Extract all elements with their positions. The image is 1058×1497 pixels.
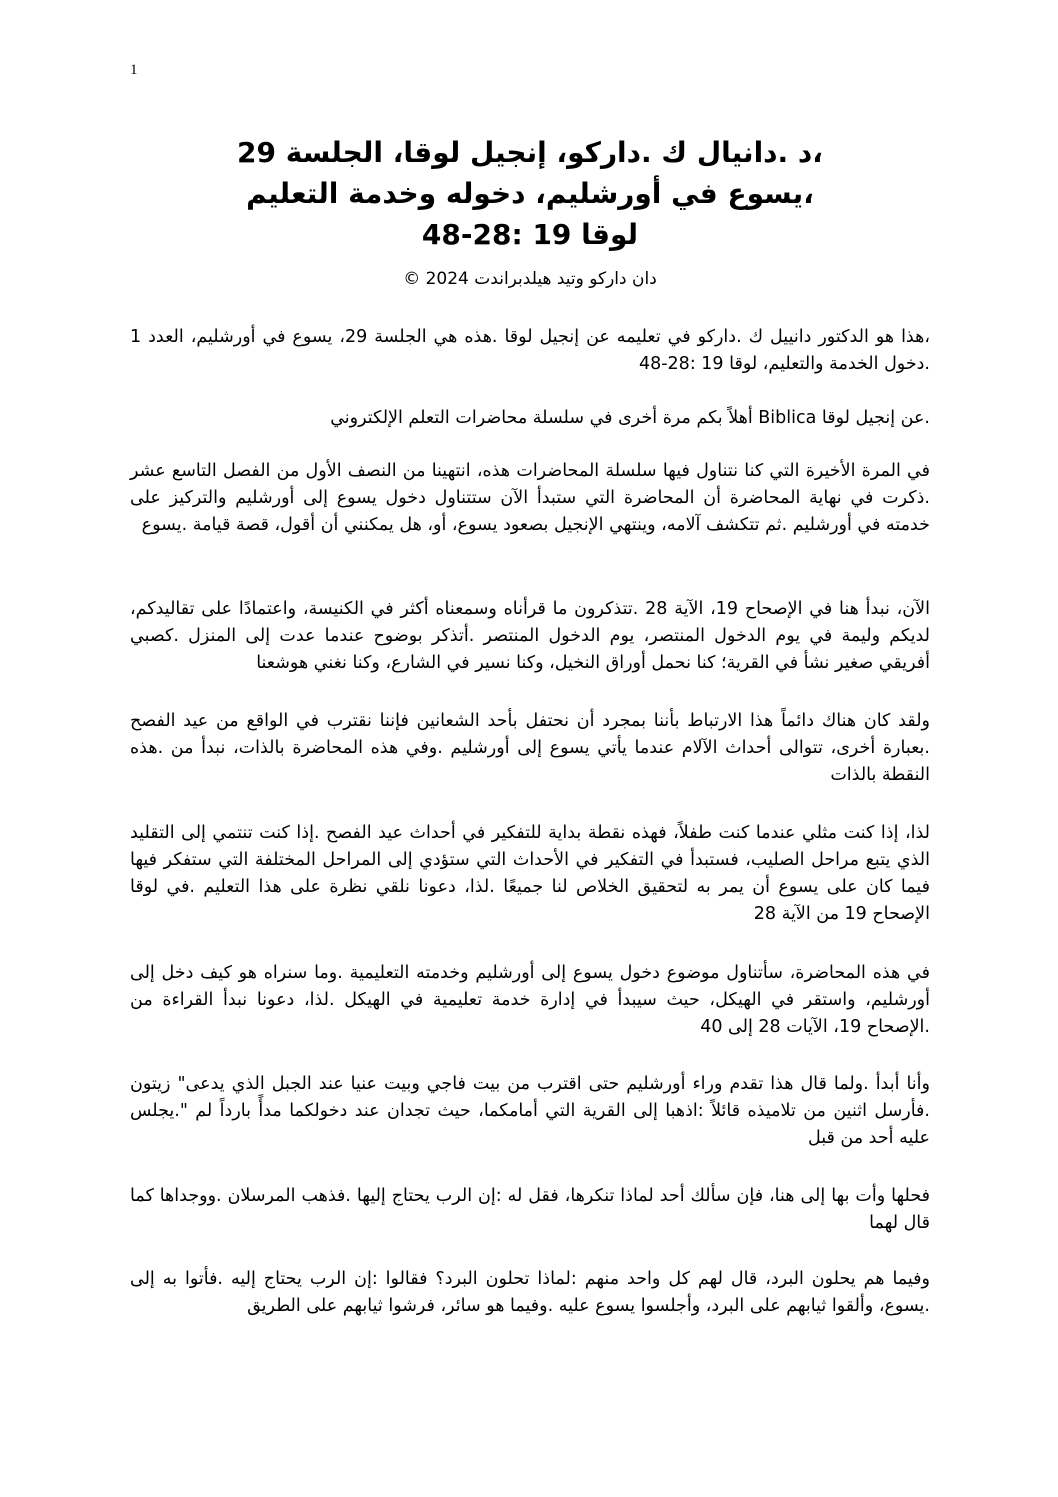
title-line-1: ،د .دانيال ك .داركو، إنجيل لوقا، الجلسة 29	[237, 136, 823, 169]
paragraph-text: ،هذا هو الدكتور دانييل ك .داركو في تعليمه عن إنجيل لوقا .هذه هي الجلسة 29، يسوع في أورشليم، العدد 1 .دخول الخدمة والتعليم، لوقا 19 :28-48	[130, 327, 930, 374]
paragraph-text: في هذه المحاضرة، سأتناول موضوع دخول يسوع إلى أورشليم وخدمته التعليمية .وما سنراه هو كيف دخل إلى أورشليم، واستقر في الهيكل، حيث سيبدأ في إدارة خدمة تعليمية في الهيكل .لذا، دعونا نبدأ القراءة من .الإصحاح 19، الآيات 28 إلى 40	[130, 963, 930, 1037]
paragraph-8	[130, 1071, 930, 1152]
paragraph-text: ولقد كان هناك دائماً هذا الارتباط بأننا بمجرد أن نحتفل بأحد الشعانين فإننا نقترب في الواقع من عيد الفصح .بعبارة أخرى، تتوالى أحداث الآلام عندما يأتي يسوع إلى أورشليم .وفي هذه المحاضرة بالذات، نبدأ من .هذه النقطة بالذات	[130, 711, 930, 785]
paragraph-9	[130, 1183, 930, 1237]
paragraph-10	[130, 1266, 930, 1320]
paragraph-3	[130, 458, 930, 539]
paragraph-4	[130, 596, 930, 677]
paragraph-5	[130, 708, 930, 789]
document-title	[140, 132, 920, 255]
title-line-2: ،يسوع في أورشليم، دخوله وخدمة التعليم	[246, 177, 814, 210]
paragraph-text: .عن إنجيل لوقا Biblica أهلاً بكم مرة أخرى في سلسلة محاضرات التعلم الإلكتروني	[330, 408, 930, 428]
paragraph-text: الآن، نبدأ هنا في الإصحاح 19، الآية 28 .تتذكرون ما قرأناه وسمعناه أكثر في الكنيسة، واعتمادًا على تقاليدكم، لديكم وليمة في يوم الدخول المنتصر، يوم الدخول المنتصر .أتذكر بوضوح عندما عدت إلى المنزل .كصبي أفريقي صغير نشأ في القرية؛ كنا نحمل أوراق النخيل، وكنا نسير في الشارع، وكنا نغني هوشعنا	[130, 599, 931, 673]
paragraph-2	[130, 405, 930, 432]
copyright-line: دان داركو وتيد هيلدبراندت 2024 ©	[403, 269, 657, 289]
paragraph-7	[130, 960, 930, 1041]
paragraph-6	[130, 820, 930, 928]
paragraph-text: فحلها وأت بها إلى هنا، فإن سألك أحد لماذا تنكرها، فقل له :إن الرب يحتاج إليها .فذهب المرسلان .ووجداها كما قال لهما	[130, 1186, 930, 1233]
paragraph-1	[130, 324, 930, 378]
paragraph-text: لذا، إذا كنت مثلي عندما كنت طفلاً، فهذه نقطة بداية للتفكير في أحداث عيد الفصح .إذا كنت تنتمي إلى التقليد الذي يتبع مراحل الصليب، فستبدأ في التفكير في الأحداث التي ستؤدي إلى المراحل المختلفة التي ستفكر فيها فيما كان على يسوع أن يمر به لتحقيق الخلاص لنا جميعًا .لذا، دعونا نلقي نظرة على هذا التعليم .في لوقا الإصحاح 19 من الآية 28	[130, 823, 930, 924]
title-line-3: لوقا 19 :28-48	[421, 218, 639, 251]
paragraph-text: وفيما هم يحلون البرد، قال لهم كل واحد منهم :لماذا تحلون البرد؟ فقالوا :إن الرب يحتاج إليه .فأتوا به إلى .يسوع، وألقوا ثيابهم على البرد، وأجلسوا يسوع عليه .وفيما هو سائر، فرشوا ثيابهم على الطريق	[130, 1269, 930, 1316]
paragraph-text: وأنا أبدأ .ولما قال هذا تقدم وراء أورشليم حتى اقترب من بيت فاجي وبيت عنيا عند الجبل الذي يدعى" زيتون .فأرسل اثنين من تلاميذه قائلاً :اذهبا إلى القرية التي أمامكما، حيث تجدان عند دخولكما مدأً بارداً لم ".يجلس عليه أحد من قبل	[130, 1074, 930, 1148]
paragraph-text: في المرة الأخيرة التي كنا نتناول فيها سلسلة المحاضرات هذه، انتهينا من النصف الأول من الفصل التاسع عشر .ذكرت في نهاية المحاضرة أن المحاضرة التي ستبدأ الآن ستتناول دخول يسوع إلى أورشليم والتركيز على خدمته في أورشليم .ثم تتكشف آلامه، وينتهي الإنجيل بصعود يسوع، أو، هل يمكنني أن أقول، قصة قيامة .يسوع	[130, 461, 930, 535]
page-number: 1	[130, 62, 138, 78]
